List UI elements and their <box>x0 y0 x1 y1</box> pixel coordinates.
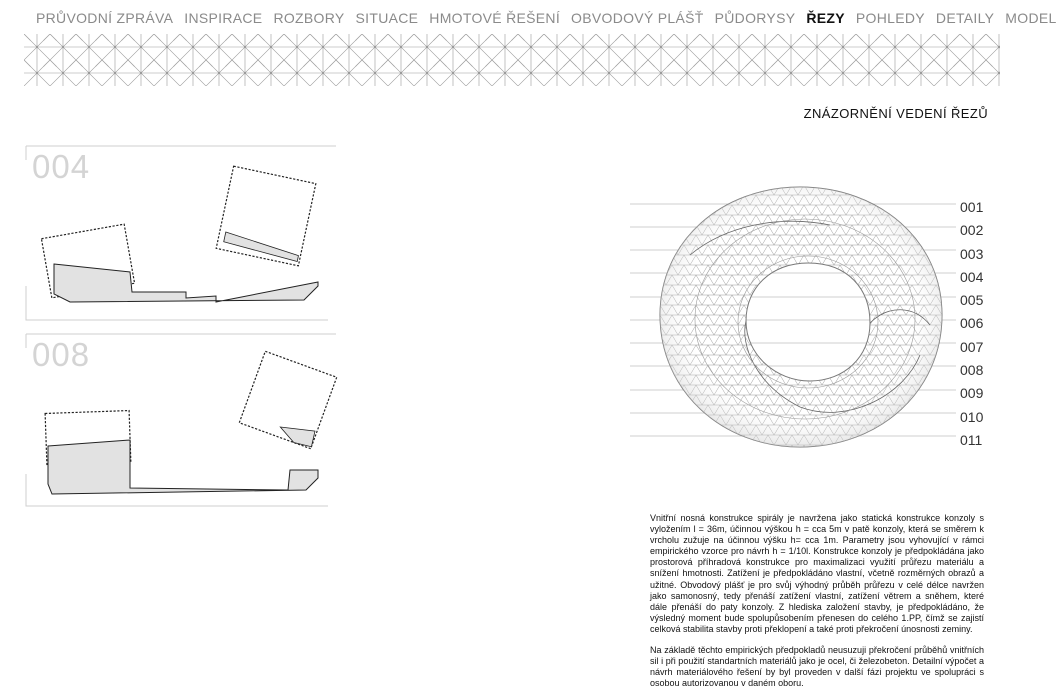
section-line-011[interactable]: 011 <box>960 431 983 448</box>
section-line-010[interactable]: 010 <box>960 408 984 425</box>
section-line-007[interactable]: 007 <box>960 338 984 355</box>
nav-item-situace[interactable]: SITUACE <box>355 10 419 26</box>
section-line-001[interactable]: 001 <box>960 199 984 215</box>
section-line-labels <box>960 196 1000 452</box>
spiral-torus-diagram <box>630 185 960 455</box>
nav-item-model[interactable]: MODEL <box>1005 10 1057 26</box>
nav-item-hmotove-reseni[interactable]: HMOTOVÉ ŘEŠENÍ <box>429 10 561 26</box>
top-navigation <box>36 8 1057 28</box>
nav-item-pruvodni-zprava[interactable]: PRŮVODNÍ ZPRÁVA <box>36 10 174 26</box>
nav-item-inspirace[interactable]: INSPIRACE <box>184 10 263 26</box>
section-line-009[interactable]: 009 <box>960 385 984 402</box>
nav-item-detaily[interactable]: DETAILY <box>935 10 995 26</box>
nav-item-pohledy[interactable]: POHLEDY <box>855 10 925 26</box>
nav-item-rezy[interactable]: ŘEZY <box>806 10 845 26</box>
paragraph-structure: Vnitřní nosná konstrukce spirály je navržena jako statická konstrukce konzoly s vyložením l = 36m, účinnou výškou h = cca 5m v patě konzoly, která se směrem k vrcholu zužuje na účinnou výšku h= cca 1m. Parametry jsou vyhovující v rámci empirického vzorce pro návrh h = 1/10l. Konstrukce konzoly je předpokládána jako prostorová příhradová konstrukce pro maximalizaci využití průřezu materiálu a snížení hmotnosti. Zatížení je předpokládáno vlastní, včetně rozměrných obrazů a užitné. Obvodový plášť je pro svůj výhodný průběh průřezu v celé délce navržen jako samonosný, tedy přenáší zatížení vlastní, zatížení větrem a sněhem, které dále přenáší do paty konzoly. Z hlediska založení stavby, je předpokládáno, že výsledný moment bude spolupůsobením přenesen do celého 1.PP, čímž se zajistí celková stabilita stavby proti překlopení a také proti překročení únosnosti zeminy. <box>650 513 984 634</box>
section-line-002[interactable]: 002 <box>960 222 984 239</box>
section-line-006[interactable]: 006 <box>960 315 984 332</box>
section-line-008[interactable]: 008 <box>960 362 984 379</box>
nav-item-obvodovy-plast[interactable]: OBVODOVÝ PLÁŠŤ <box>571 10 704 26</box>
triangulated-pattern-band <box>24 34 1000 86</box>
section-label-008: 008 <box>32 336 91 373</box>
section-diagram-004 <box>26 146 336 326</box>
nav-item-rozbory[interactable]: ROZBORY <box>273 10 345 26</box>
section-title: ZNÁZORNĚNÍ VEDENÍ ŘEZŮ <box>803 106 988 121</box>
section-diagram-008 <box>26 334 336 514</box>
section-line-004[interactable]: 004 <box>960 268 984 285</box>
section-line-003[interactable]: 003 <box>960 245 984 262</box>
section-line-005[interactable]: 005 <box>960 292 984 309</box>
section-label-004: 004 <box>32 148 91 185</box>
nav-item-pudorysy[interactable]: PŮDORYSY <box>714 10 796 26</box>
paragraph-conclusion: Na základě těchto empirických předpokladů neusuzuji překročení průběhů vnitřních sil i při použití standartních materiálů jako je ocel, či železobeton. Detailní výpočet a návrh materiálového řešení by byl proveden v další fázi projektu ve spolupráci s osobou autorizovanou v daném oboru. <box>650 645 984 689</box>
structural-description <box>650 513 984 699</box>
